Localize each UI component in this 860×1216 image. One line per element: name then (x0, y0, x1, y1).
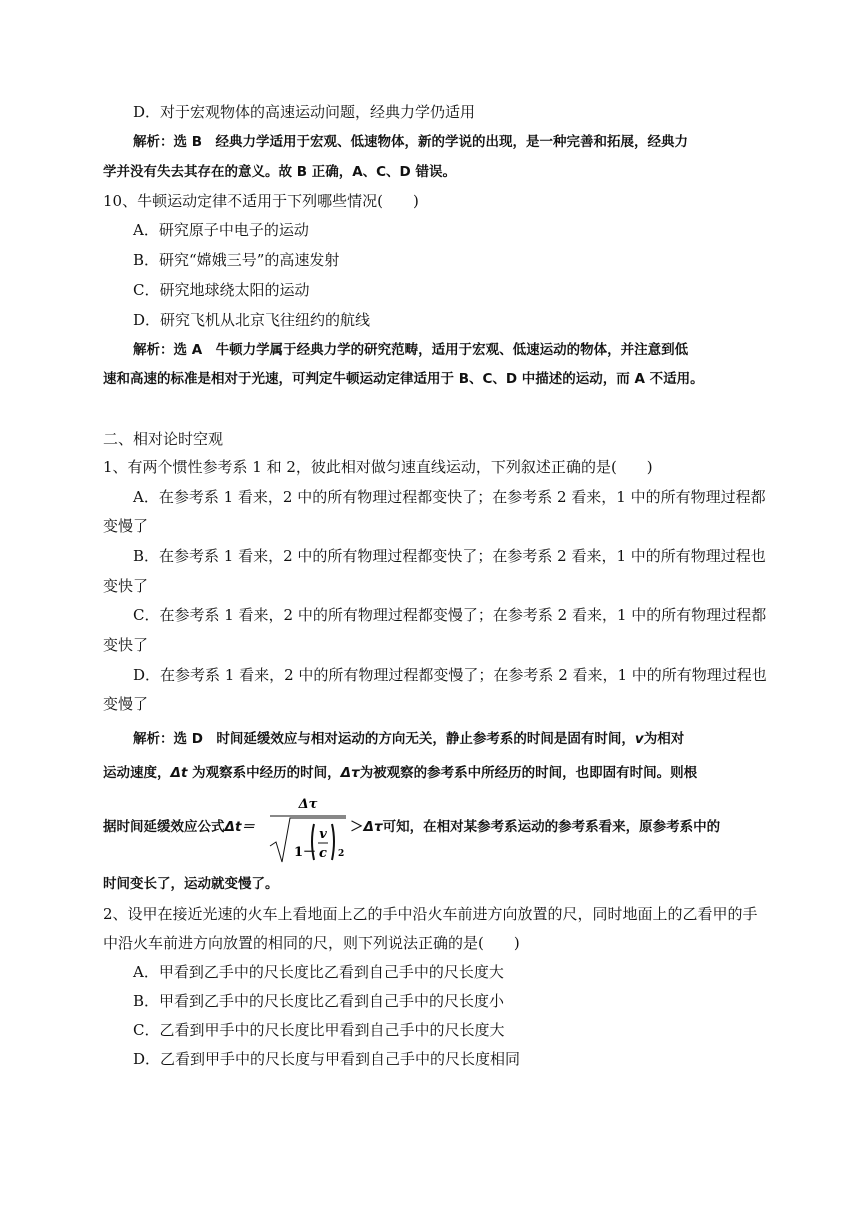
section-title: 二、相对论时空观 (103, 430, 224, 448)
s1-option-c-line-1: C．在参考系 1 看来，2 中的所有物理过程都变慢了；在参考系 2 看来，1 中的所有物理过程都 (133, 606, 767, 624)
analysis-text: 选 D 时间延缓效应与相对运动的方向无关，静止参考系的时间是固有时间， (173, 731, 635, 747)
s1-option-c-line-2: 变快了 (103, 636, 149, 654)
s1-option-d-line-1: D．在参考系 1 看来，2 中的所有物理过程都变慢了；在参考系 2 看来，1 中的所有物理过程也 (133, 666, 767, 684)
s1-option-b-line-2: 变快了 (103, 577, 149, 595)
s1-stem: 1、有两个惯性参考系 1 和 2，彼此相对做匀速直线运动，下列叙述正确的是( ) (103, 458, 653, 476)
formula-c: c (319, 846, 327, 861)
formula-numerator: Δτ (298, 797, 318, 812)
analysis-text: 为相对 (643, 731, 685, 747)
s1-analysis-line-3-tail (350, 817, 720, 837)
analysis-text: 选 A 牛顿力学属于经典力学的研究范畴，适用于宏观、低速运动的物体，并注意到低 (173, 342, 689, 358)
analysis-label: 解析： (133, 342, 174, 358)
left-paren (312, 824, 314, 860)
analysis-label: 解析： (133, 731, 174, 747)
s2-option-a: A．甲看到乙手中的尺长度比乙看到自己手中的尺长度大 (133, 963, 504, 981)
formula-v: v (319, 827, 327, 842)
q10-analysis-line-1 (133, 340, 688, 360)
analysis-text: 为观察系中经历的时间， (187, 765, 341, 781)
analysis-text: 选 B 经典力学适用于宏观、低速物体，新的学说的出现，是一种完善和拓展，经典力 (173, 134, 688, 150)
s1-option-a-line-1: A．在参考系 1 看来，2 中的所有物理过程都变快了；在参考系 2 看来，1 中的所有物理过程都 (133, 488, 766, 506)
s2-option-b: B．甲看到乙手中的尺长度比乙看到自己手中的尺长度小 (133, 992, 505, 1010)
delta-t-symbol: Δt (170, 765, 188, 781)
formula-square: 2 (338, 849, 345, 859)
s1-analysis-line-1 (133, 729, 684, 749)
s2-stem-line-2: 中沿火车前进方向放置的相同的尺，则下列说法正确的是( ) (103, 934, 520, 952)
s2-option-c: C．乙看到甲手中的尺长度比甲看到自己手中的尺长度大 (133, 1021, 505, 1039)
q9-analysis-line-1 (133, 132, 688, 152)
time-dilation-formula (268, 794, 348, 866)
greater-than: ＞ (350, 819, 364, 835)
q10-option-a: A．研究原子中电子的运动 (133, 221, 309, 239)
q10-option-b: B．研究“嫦娥三号”的高速发射 (133, 251, 340, 269)
s1-analysis-line-2 (103, 763, 697, 783)
q9-analysis-line-2: 学并没有失去其存在的意义。故 B 正确，A、C、D 错误。 (103, 164, 456, 180)
s1-analysis-line-4: 时间变长了，运动就变慢了。 (103, 876, 279, 892)
q10-stem: 10、牛顿运动定律不适用于下列哪些情况( ) (103, 192, 419, 210)
s1-analysis-line-3-head (103, 817, 255, 837)
formula-lhs: Δt＝ (224, 819, 255, 835)
analysis-text: 为被观察的参考系中所经历的时间，也即固有时间。则根 (359, 765, 698, 781)
q10-option-c: C．研究地球绕太阳的运动 (133, 281, 310, 299)
delta-tau-symbol: Δτ (363, 819, 383, 835)
delta-tau-symbol: Δτ (340, 765, 360, 781)
q10-analysis-line-2: 速和高速的标准是相对于光速，可判定牛顿运动定律适用于 B、C、D 中描述的运动，而 A 不适用。 (103, 371, 704, 387)
s1-option-b-line-1: B．在参考系 1 看来，2 中的所有物理过程都变快了；在参考系 2 看来，1 中的所有物理过程也 (133, 547, 766, 565)
formula-one-minus: 1－ (294, 845, 317, 860)
s1-option-d-line-2: 变慢了 (103, 695, 149, 713)
analysis-text: 据时间延缓效应公式 (103, 819, 225, 835)
right-paren (332, 824, 334, 860)
q10-option-d: D．研究飞机从北京飞往纽约的航线 (133, 311, 371, 329)
s2-option-d: D．乙看到甲手中的尺长度与甲看到自己手中的尺长度相同 (133, 1050, 521, 1068)
analysis-text: 运动速度， (103, 765, 171, 781)
q9-option-d: D．对于宏观物体的高速运动问题，经典力学仍适用 (133, 103, 476, 121)
velocity-symbol: v (634, 731, 644, 747)
s1-option-a-line-2: 变慢了 (103, 517, 149, 535)
s2-stem-line-1: 2、设甲在接近光速的火车上看地面上乙的手中沿火车前进方向放置的尺，同时地面上的乙看甲的手 (103, 905, 758, 923)
analysis-label: 解析： (133, 134, 174, 150)
analysis-text: 可知，在相对某参考系运动的参考系看来，原参考系中的 (382, 819, 721, 835)
